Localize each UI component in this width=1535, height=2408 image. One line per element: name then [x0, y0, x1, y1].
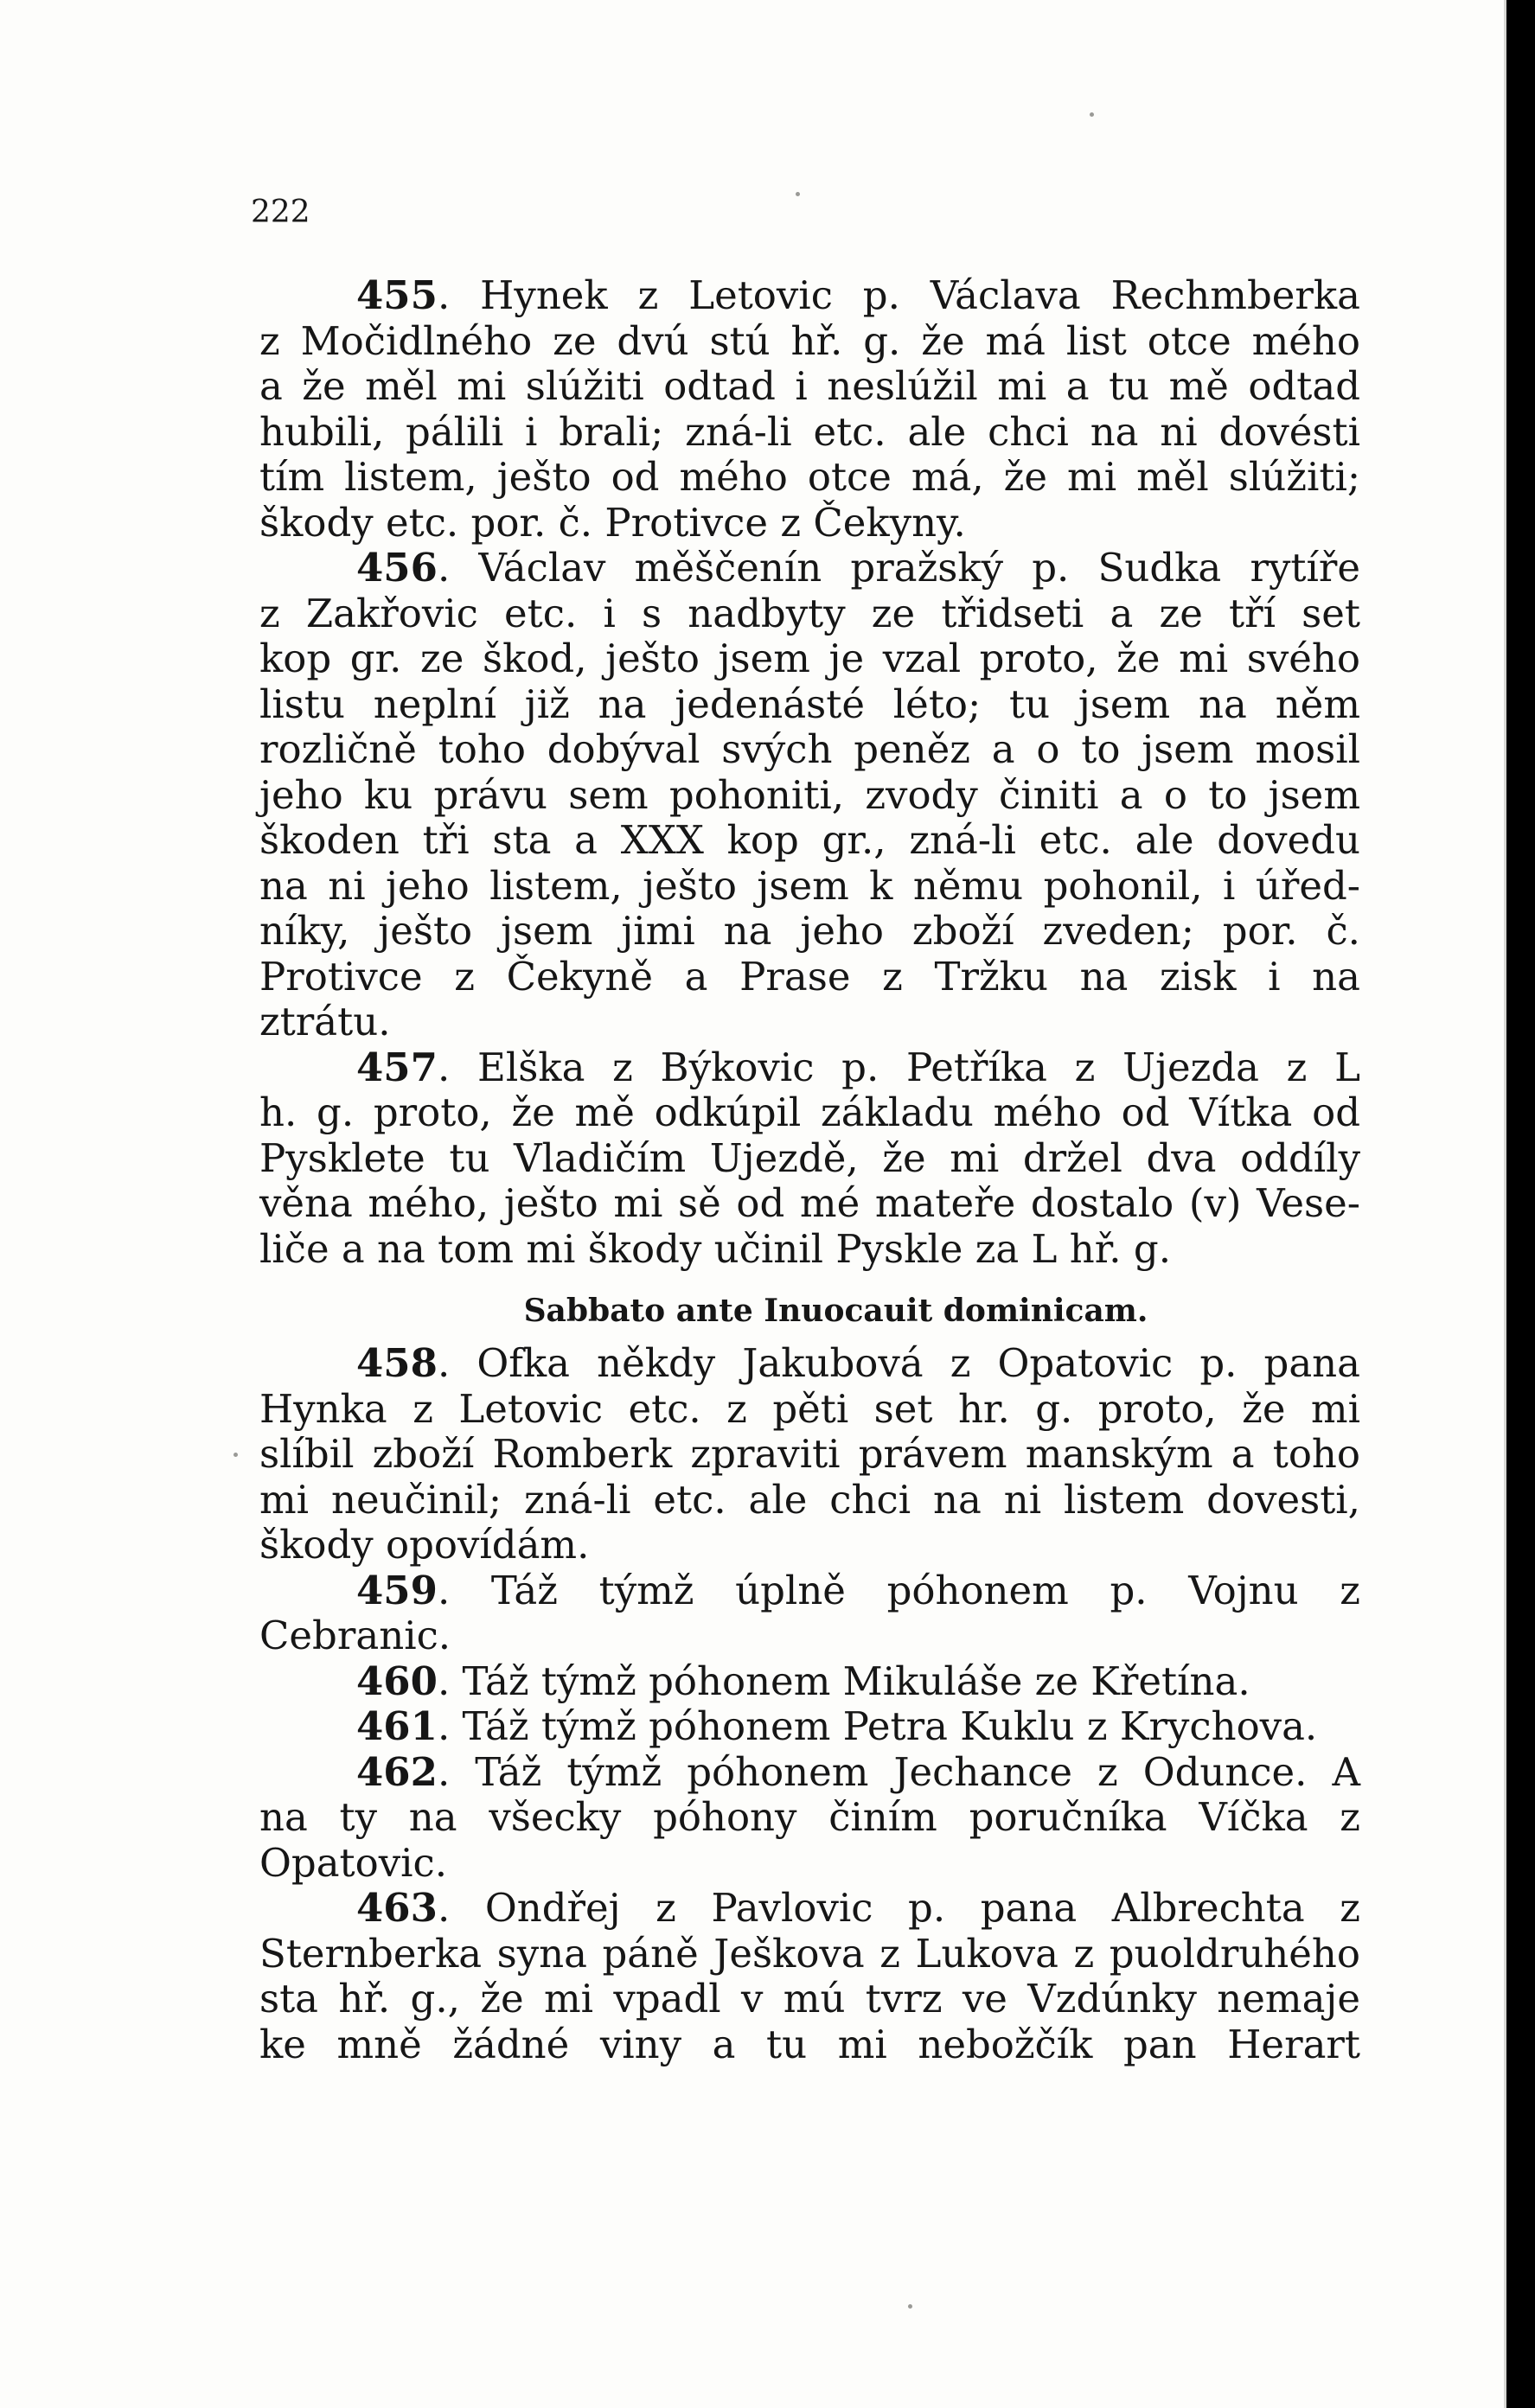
- entry-line: ke mně žádné viny a tu mi nebožčík pan Herart: [259, 2021, 1360, 2067]
- scan-edge: [1506, 0, 1535, 2408]
- entry-line: sta hř. g., že mi vpadl v mú tvrz ve Vzdúnky nemaje: [259, 1976, 1360, 2022]
- entry-line: Protivce z Čekyně a Prase z Tržku na zisk i na: [259, 953, 1360, 1000]
- entry-line: níky, ješto jsem jimi na jeho zboží zveden; por. č.: [259, 908, 1360, 954]
- entry-line: Cebranic.: [259, 1613, 451, 1658]
- entry-line: 462. Táž týmž póhonem Jechance z Odunce. A: [356, 1748, 1360, 1795]
- entry-line: listu neplní již na jedenásté léto; tu jsem na něm: [259, 680, 1360, 727]
- entry-line: liče a na tom mi škody učinil Pyskle za L hř. g.: [259, 1225, 1172, 1272]
- entry-line: 456. Václav měščenín pražský p. Sudka rytíře: [356, 545, 1360, 591]
- entry-line: Sternberka syna páně Ješkova z Lukova z puoldruhého: [259, 1930, 1360, 1977]
- entry-number: 458: [356, 1340, 438, 1386]
- text-body: [259, 273, 1360, 2067]
- entry-line: hubili, pálili i brali; zná-li etc. ale chci na ni dovésti: [259, 408, 1360, 455]
- section-heading: Sabbato ante Inuocauit dominicam.: [523, 1293, 1148, 1329]
- paper-speck: [796, 192, 800, 196]
- paper-speck: [908, 2304, 912, 2309]
- entry-line: na ni jeho listem, ješto jsem k němu pohonil, i úřed-: [259, 862, 1360, 909]
- entry-number: 456: [356, 545, 438, 591]
- entry-line: kop gr. ze škod, ješto jsem je vzal proto, že mi svého: [259, 636, 1360, 681]
- entry-number: 455: [356, 272, 438, 318]
- entry-line: Hynka z Letovic etc. z pěti set hr. g. proto, že mi: [259, 1385, 1360, 1432]
- entry-line: 458. Ofka někdy Jakubová z Opatovic p. pana: [356, 1340, 1360, 1386]
- entry-line: slíbil zboží Romberk zpraviti právem manským a toho: [259, 1431, 1360, 1477]
- page-number: 222: [251, 195, 310, 230]
- entry-number: 462: [356, 1748, 438, 1795]
- entry-line: z Močidlného ze dvú stú hř. g. že má list otce mého: [259, 317, 1360, 364]
- entry-line: 463. Ondřej z Pavlovic p. pana Albrechta z: [356, 1885, 1360, 1931]
- entry-line: škody etc. por. č. Protivce z Čekyny.: [259, 499, 966, 546]
- entry-line: rozličně toho dobýval svých peněz a o to jsem mosil: [259, 726, 1360, 772]
- paper-speck: [233, 1453, 238, 1457]
- entry-line: h. g. proto, že mě odkúpil základu mého od Vítka od: [259, 1089, 1360, 1135]
- entry-line: 457. Elška z Býkovic p. Petříka z Ujezda z L: [356, 1044, 1360, 1090]
- entry-line: na ty na všecky póhony činím poručníka Víčka z: [259, 1794, 1360, 1840]
- entry-number: 459: [356, 1567, 438, 1613]
- entry-line: 455. Hynek z Letovic p. Václava Rechmberka: [356, 272, 1360, 318]
- entry-line: mi neučinil; zná-li etc. ale chci na ni listem dovesti,: [259, 1476, 1360, 1523]
- entry-line: z Zakřovic etc. i s nadbyty ze třidseti a ze tří set: [259, 590, 1360, 636]
- entry-line: Opatovic.: [259, 1839, 448, 1886]
- entry-line: 460. Táž týmž póhonem Mikuláše ze Křetína.: [356, 1657, 1250, 1704]
- entry-line: 461. Táž týmž póhonem Petra Kuklu z Krychova.: [356, 1703, 1318, 1749]
- entry-line: škody opovídám.: [259, 1522, 590, 1568]
- entry-line: věna mého, ješto mi sě od mé mateře dostalo (v) Vese-: [259, 1180, 1360, 1226]
- entry-line: jeho ku právu sem pohoniti, zvody činiti a o to jsem: [259, 771, 1360, 818]
- entry-number: 457: [356, 1044, 438, 1090]
- entry-number: 460: [356, 1657, 438, 1704]
- entry-number: 463: [356, 1885, 438, 1931]
- entry-number: 461: [356, 1703, 438, 1749]
- entry-line: tím listem, ješto od mého otce má, že mi měl slúžiti;: [259, 454, 1360, 500]
- paper-speck: [1090, 112, 1094, 117]
- entry-line: Pysklete tu Vladičím Ujezdě, že mi držel dva oddíly: [259, 1134, 1360, 1181]
- entry-line: ztrátu.: [259, 999, 391, 1044]
- entry-line: a že měl mi slúžiti odtad i neslúžil mi a tu mě odtad: [259, 363, 1360, 409]
- entry-line: škoden tři sta a XXX kop gr., zná-li etc. ale dovedu: [259, 817, 1360, 863]
- entry-line: 459. Táž týmž úplně póhonem p. Vojnu z: [356, 1567, 1360, 1613]
